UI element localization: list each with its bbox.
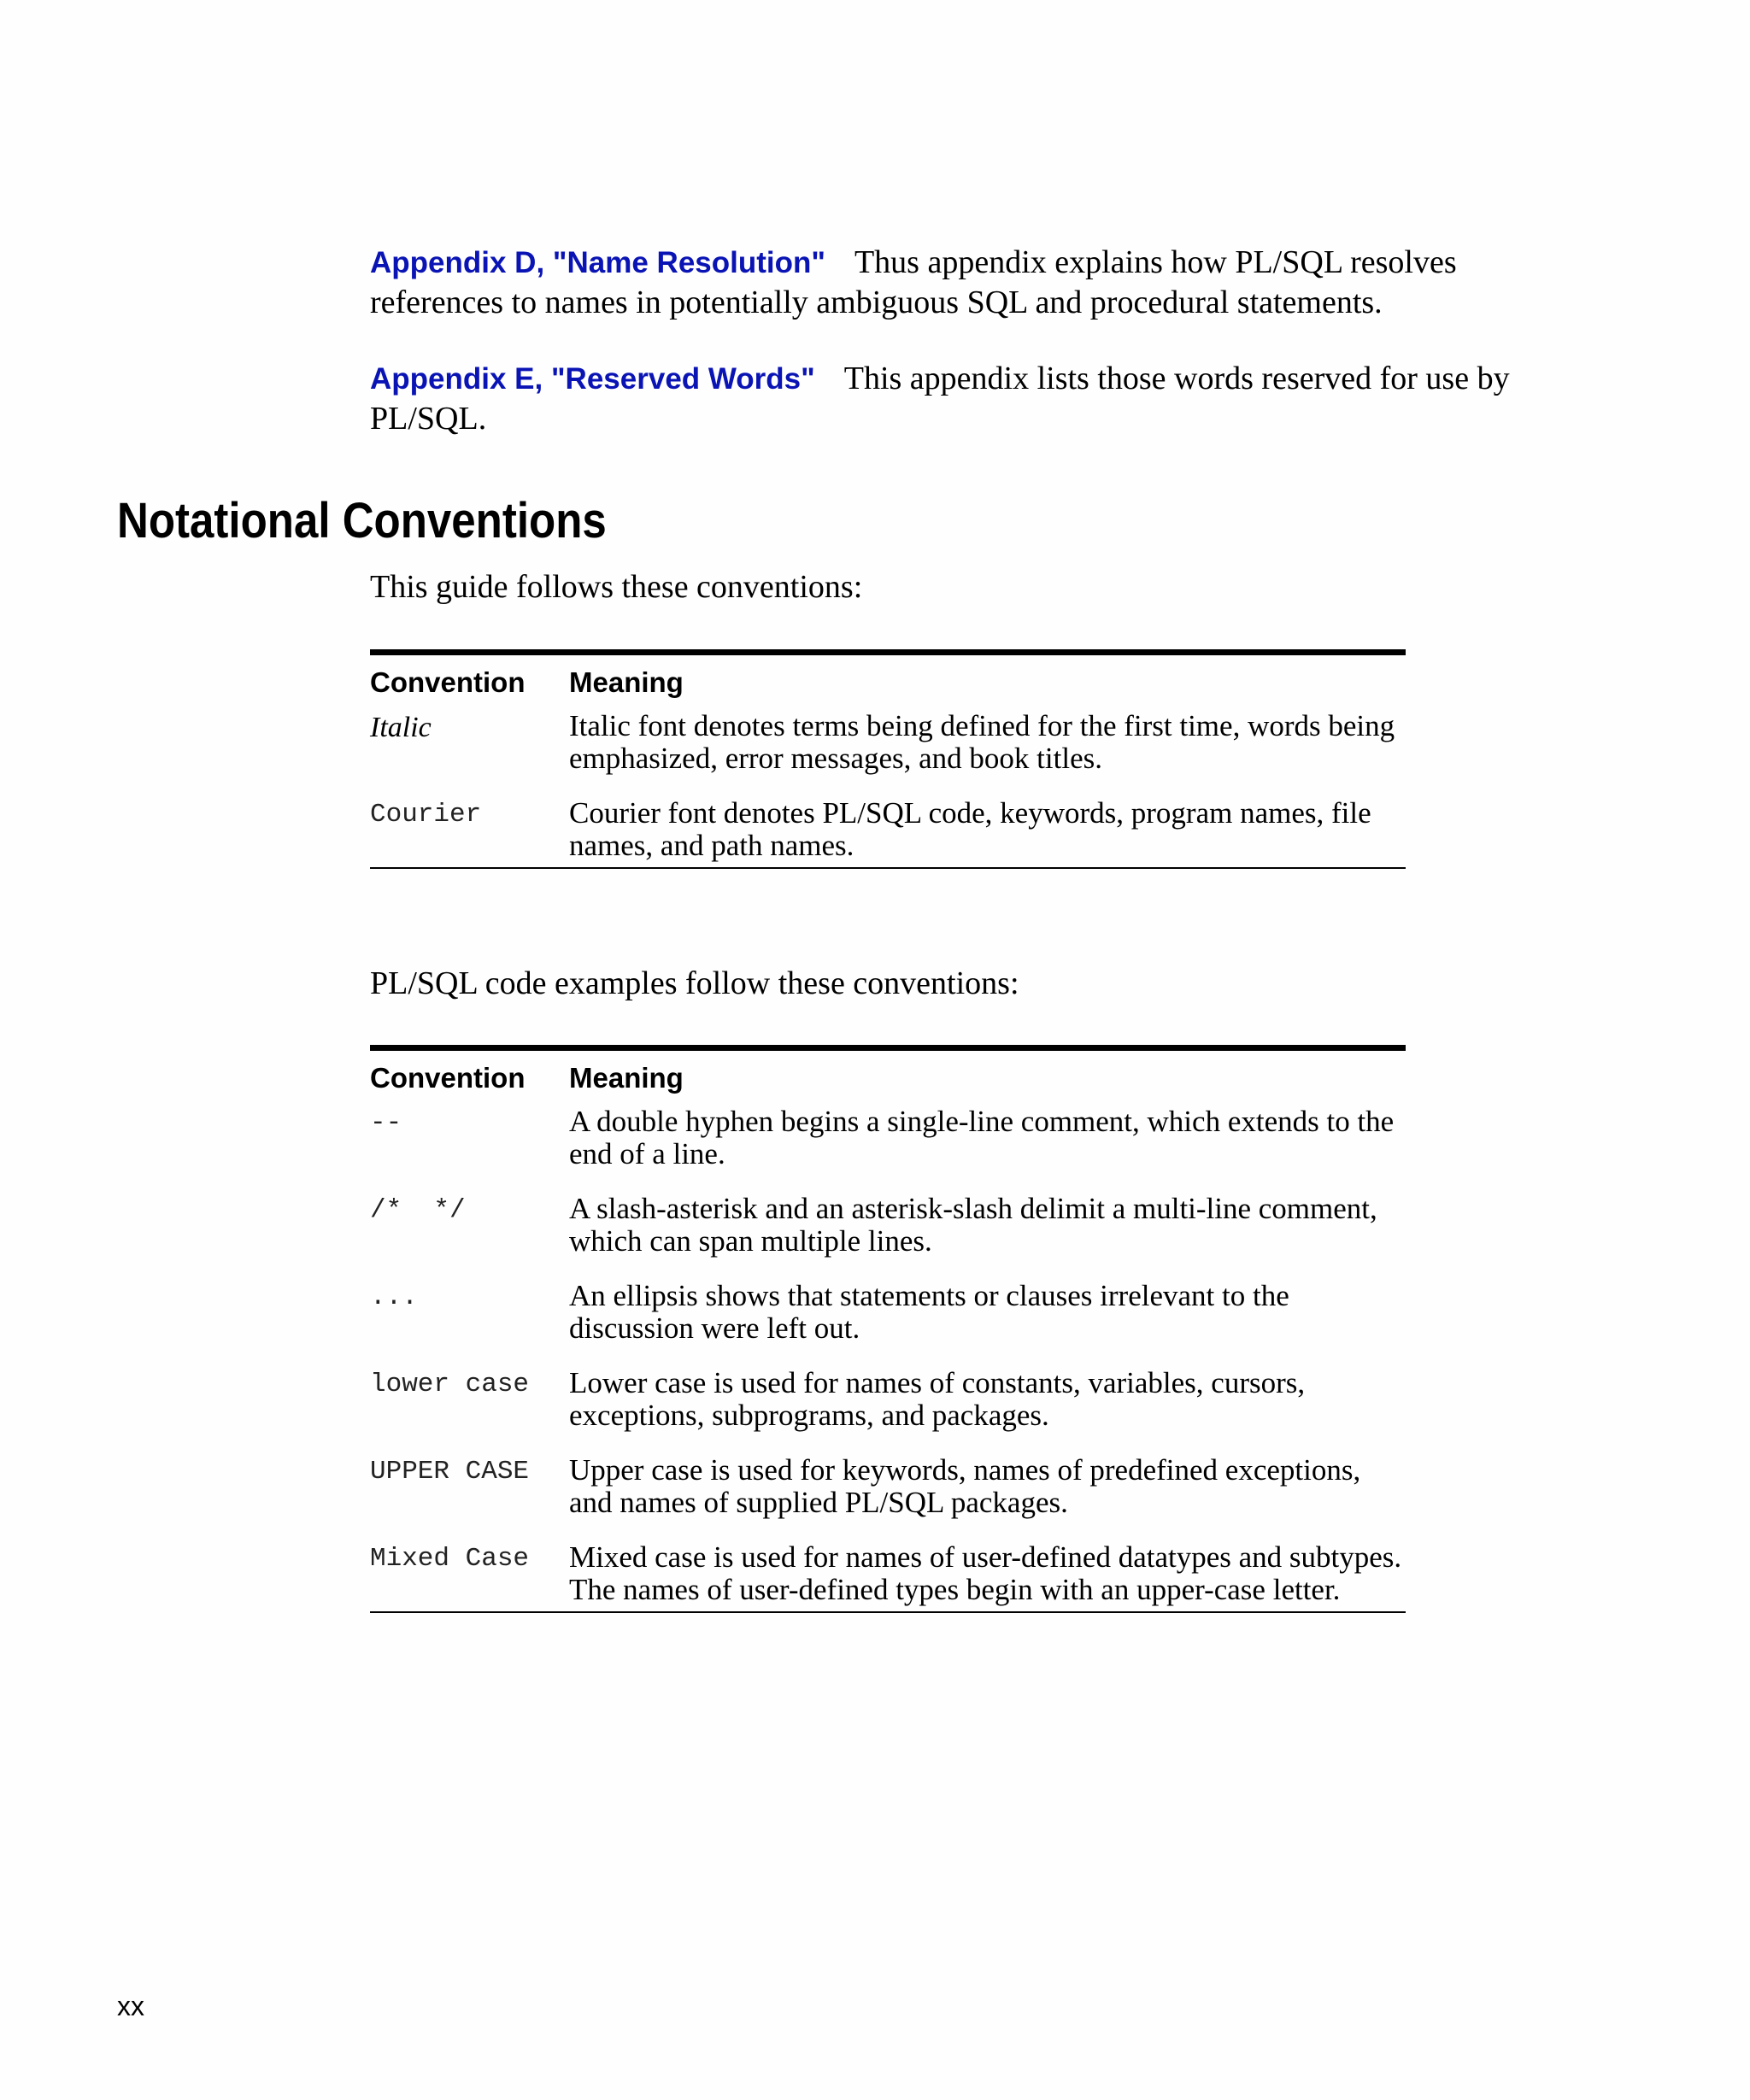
meaning-cell: Upper case is used for keywords, names of predefined exceptions, and names of supplied PL/SQL packages. [569,1453,1361,1519]
convention-cell: Italic [370,712,432,743]
appendix-entry-e [370,359,1566,438]
meaning-cell: A double hyphen begins a single-line comment, which extends to the end of a line. [569,1105,1395,1170]
header-convention: Convention [370,666,526,698]
convention-cell: /* */ [370,1195,466,1225]
table-header [370,1051,1406,1106]
table-row [370,1541,1406,1606]
conventions-table [370,649,1406,869]
table-row [370,1193,1406,1258]
meaning-cell: Mixed case is used for names of user-defined datatypes and subtypes. The names of user-defined types begin with an upper-case letter. [569,1540,1402,1606]
header-meaning: Meaning [569,666,684,698]
intro-text-1: This guide follows these conventions: [370,569,863,605]
section-heading: Notational Conventions [117,493,607,548]
appendix-entry-d [370,243,1566,322]
appendix-d-link[interactable]: Appendix D, "Name Resolution" [370,246,825,279]
table-row [370,1367,1406,1432]
table-header [370,655,1406,710]
convention-cell: UPPER CASE [370,1457,530,1487]
appendix-e-link[interactable]: Appendix E, "Reserved Words" [370,362,815,396]
intro-text-2: PL/SQL code examples follow these conventions: [370,965,1019,1001]
convention-cell: lower case [370,1370,530,1399]
convention-cell: Courier [370,800,482,830]
appendix-e-description: This appendix lists those words reserved for use by PL/SQL. [370,361,1510,437]
header-convention: Convention [370,1062,526,1094]
table-row [370,1454,1406,1519]
table-row [370,1280,1406,1345]
convention-cell: ... [370,1282,418,1312]
meaning-cell: A slash-asterisk and an asterisk-slash delimit a multi-line comment, which can span multiple lines. [569,1192,1377,1258]
convention-cell: Mixed Case [370,1544,530,1574]
appendix-d-description: Thus appendix explains how PL/SQL resolves references to names in potentially ambiguous SQL and procedural statements. [370,244,1457,320]
convention-cell: -- [370,1108,402,1138]
meaning-cell: Lower case is used for names of constants, variables, cursors, exceptions, subprograms, and packages. [569,1366,1306,1432]
meaning-cell: Italic font denotes terms being defined for the first time, words being emphasized, error messages, and book titles. [569,709,1395,775]
table-row [370,797,1406,862]
code-conventions-table [370,1045,1406,1613]
meaning-cell: An ellipsis shows that statements or clauses irrelevant to the discussion were left out. [569,1279,1289,1345]
table-row [370,710,1406,775]
meaning-cell: Courier font denotes PL/SQL code, keywords, program names, file names, and path names. [569,796,1371,862]
table-row [370,1106,1406,1170]
page-number: xx [117,1991,144,2021]
header-meaning: Meaning [569,1062,684,1094]
